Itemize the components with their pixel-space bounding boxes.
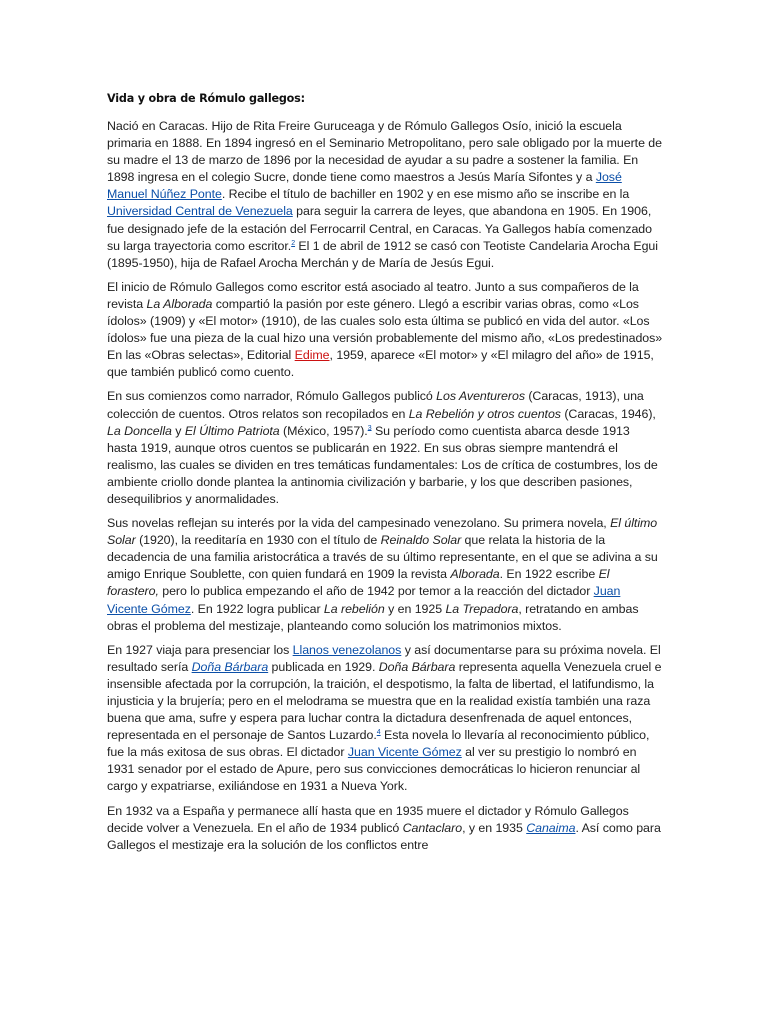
link-edime[interactable]: Edime [294, 348, 330, 363]
link-dona-barbara[interactable]: Doña Bárbara [191, 659, 269, 674]
footnote-link-3[interactable]: 3 [367, 424, 372, 432]
text-span: El 1 de abril de 1912 se casó con Teotiste Candelaria Arocha Egui (1895-1950), hija de Rafael Arocha Merchán y de María de Jesús Egui. [107, 238, 658, 270]
text-span: Sus novelas reflejan su interés por la vida del campesinado venezolano. Su primera novela, [107, 516, 611, 531]
italic-title: Cantaclaro [402, 820, 463, 835]
text-span: Su período como cuentista abarca desde 1913 hasta 1919, aunque otros cuentos se publicarán en 1922. En sus obras siempre mantendrá el realismo, las cuales se dividen en tres temáticas fundamentales: Los de crítica de costumbres, los de ambiente criollo donde plantea la antinomia civilización y barbarie, y los que describen pasiones, desequilibrios y anormalidades. [107, 423, 658, 506]
text-span: representa aquella Venezuela cruel e insensible afectada por la corrupción, la traición, el despotismo, la falta de libertad, el latifundismo, la injusticia y la brujería; pero en el melodrama se muestra que en la realidad existía también una raza buena que ama, sufre y espera para luchar contra la dictadura desenfrenada de aquel entonces, representada en el personaje de Santos Luzardo. [107, 659, 662, 743]
paragraph-early-life [107, 118, 663, 272]
text-span: y [171, 423, 185, 438]
italic-title: La rebelión [323, 601, 385, 616]
text-span: y en 1925 [384, 601, 446, 616]
italic-title: La Trepadora [445, 601, 519, 616]
text-span: y así documentarse para su próxima novela. El resultado sería [107, 642, 661, 674]
text-span: pero lo publica empezando el año de 1942 por temor a la reacción del dictador [158, 584, 594, 599]
link-universidad-central[interactable]: Universidad Central de Venezuela [107, 204, 293, 219]
text-span: Nació en Caracas. Hijo de Rita Freire Guruceaga y de Rómulo Gallegos Osío, inició la escuela primaria en 1888. En 1894 ingresó en el Seminario Metropolitano, pero sale obligado por la muerte de su madre el 13 de marzo de 1896 por la necesidad de ayudar a su padre a sostener la familia. En 1898 ingresa en el colegio Sucre, donde tiene como maestros a Jesús María Sifontes y a [107, 119, 662, 185]
text-span: (Caracas, 1946), [560, 406, 656, 421]
text-span: . Así como para Gallegos el mestizaje era la solución de los conflictos entre [107, 820, 661, 852]
text-span: , retratando en ambas obras el problema del mestizaje, planteando como solución los matrimonios mixtos. [107, 601, 639, 633]
text-span: que relata la historia de la decadencia de una familia aristocrática a través de su último representante, en el que se adivina a su amigo Enrique Soublette, con quien fundará en 1909 la revista [107, 533, 658, 582]
link-juan-vicente-gomez[interactable]: Juan Vicente Gómez [107, 584, 621, 616]
footnote-link-4[interactable]: 4 [376, 729, 381, 737]
link-llanos-venezolanos[interactable]: Llanos venezolanos [292, 642, 402, 657]
italic-title: El Último Patriota [184, 423, 280, 438]
text-span: publicada en 1929. [268, 659, 379, 674]
text-span: . En 1922 logra publicar [190, 601, 324, 616]
text-span: En 1932 va a España y permanece allí hasta que en 1935 muere el dictador y Rómulo Gallegos decide volver a Venezuela. En el año de 1934 publicó [107, 803, 629, 835]
text-span: al ver su prestigio lo nombró en 1931 senador por el estado de Apure, pero sus convicciones democráticas lo hicieron renunciar al cargo y expatriarse, exiliándose en 1931 a Nueva York. [107, 745, 641, 794]
italic-title: El forastero, [107, 567, 610, 599]
text-span: (Caracas, 1913), una colección de cuentos. Otros relatos son recopilados en [107, 389, 644, 421]
text-span: , 1959, aparece «El motor» y «El milagro del año» de 1915, que también publicó como cuento. [107, 348, 654, 380]
text-span: Esta novela lo llevaría al reconocimiento público, fue la más exitosa de sus obras. El dictador [107, 728, 650, 760]
italic-title: El último Solar [107, 516, 658, 548]
text-span: En sus comienzos como narrador, Rómulo Gallegos publicó [107, 389, 437, 404]
paragraph-novels [107, 515, 663, 635]
italic-title: La Rebelión y otros cuentos [408, 406, 561, 421]
paragraph-theatre [107, 279, 663, 382]
text-span: . Recibe el título de bachiller en 1902 y en ese mismo año se inscribe en la [221, 187, 630, 202]
italic-title: Doña Bárbara [378, 659, 456, 674]
italic-title: La Alborada [146, 296, 213, 311]
document-body [107, 90, 663, 861]
paragraph-narrator [107, 388, 663, 508]
text-span: (1920), la reeditaría en 1930 con el título de [135, 533, 381, 548]
paragraph-dona-barbara [107, 642, 663, 796]
link-juan-vicente-gomez[interactable]: Juan Vicente Gómez [347, 745, 462, 760]
paragraph-spain [107, 803, 663, 854]
text-span: compartió la pasión por este género. Llegó a escribir varias obras, como «Los ídolos» (1909) y «El motor» (1910), de las cuales solo esta última se publicó en vida del autor. «Los ídolos» fue una pieza de la cual hizo una versión probablemente del mismo año, «Los predestinados» En las «Obras selectas», Editorial [107, 296, 663, 363]
italic-title: Alborada [450, 567, 500, 582]
footnote-link-2[interactable]: 2 [291, 239, 296, 247]
italic-title: La Doncella [107, 423, 172, 438]
text-span: , y en 1935 [462, 820, 527, 835]
link-canaima[interactable]: Canaima [526, 820, 576, 835]
text-span: para seguir la carrera de leyes, que abandona en 1905. En 1906, fue designado jefe de la estación del Ferrocarril Central, en Caracas. Ya Gallegos había comenzado su larga trayectoria como escritor. [107, 204, 652, 253]
text-span: El inicio de Rómulo Gallegos como escritor está asociado al teatro. Junto a sus compañeros de la revista [107, 279, 639, 311]
page-title: Vida y obra de Rómulo gallegos: [107, 92, 305, 105]
italic-title: Reinaldo Solar [380, 533, 462, 548]
link-jose-manuel-nunez-ponte[interactable]: José Manuel Núñez Ponte [107, 170, 622, 202]
text-span: . En 1922 escribe [499, 567, 599, 582]
text-span: (México, 1957). [279, 423, 368, 438]
italic-title: Los Aventureros [436, 389, 525, 404]
text-span: En 1927 viaja para presenciar los [107, 642, 293, 657]
